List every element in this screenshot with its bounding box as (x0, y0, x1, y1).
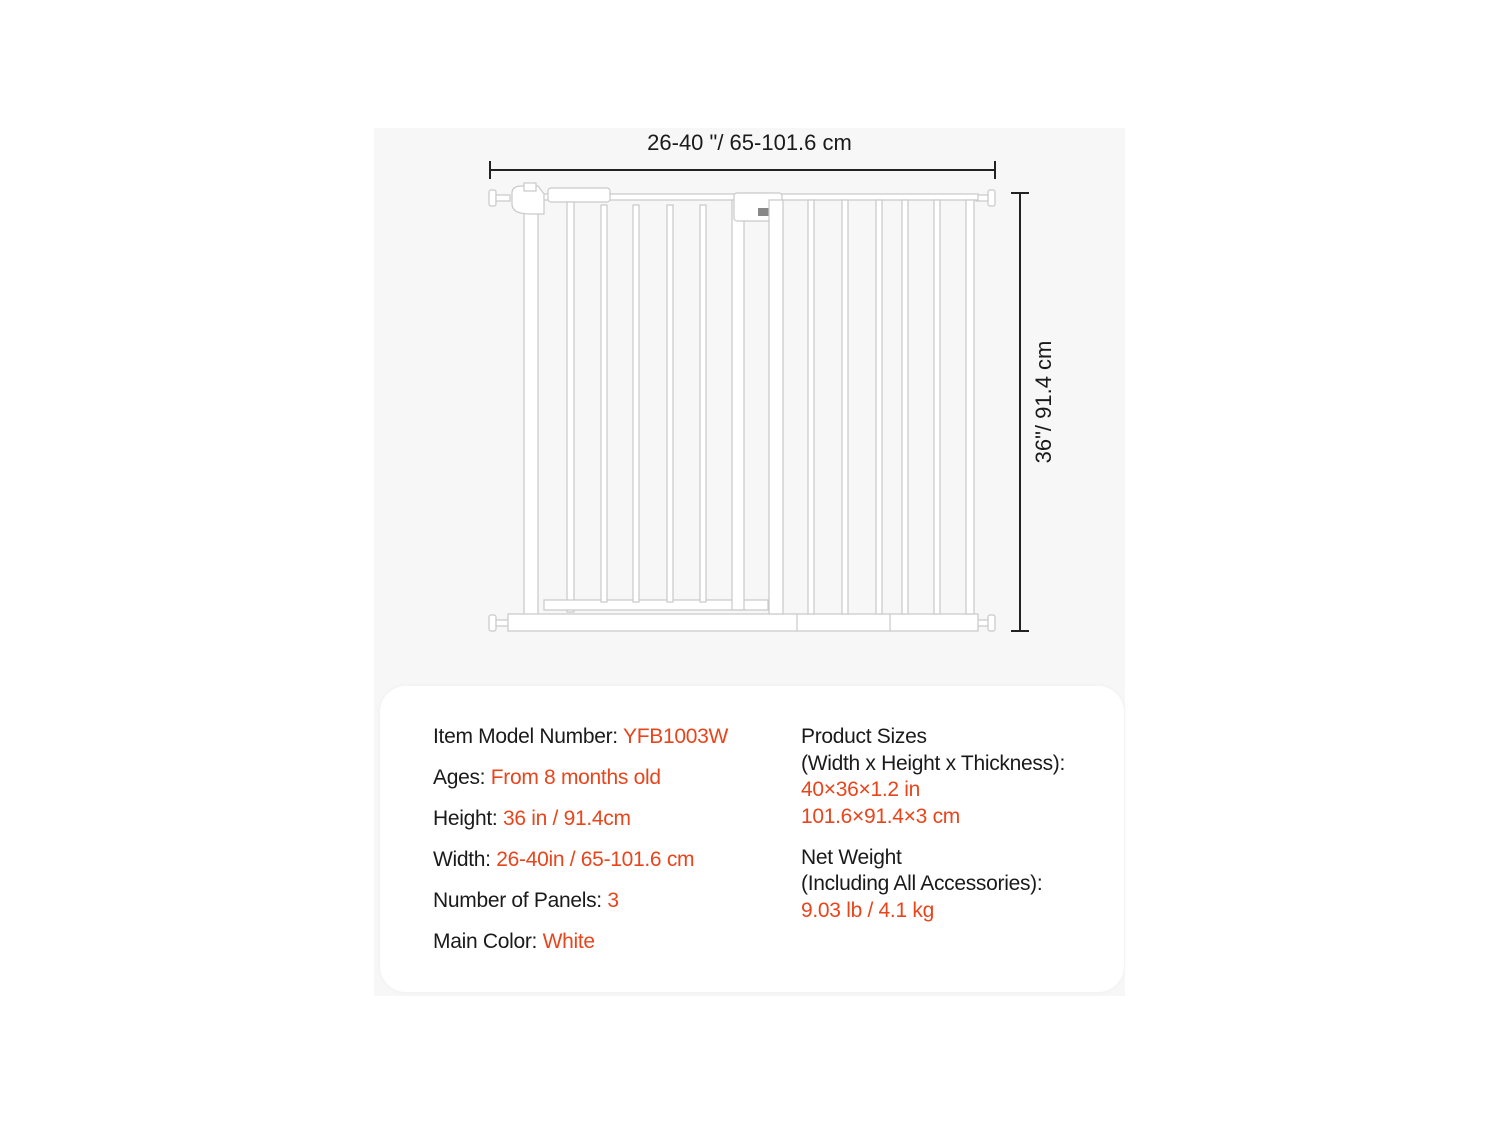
spec-model-number (433, 725, 728, 749)
spec-label: Ages: (433, 766, 491, 789)
spec-value: YFB1003W (623, 725, 728, 748)
spec-label: Width: (433, 848, 497, 871)
spec-value: From 8 months old (490, 766, 661, 789)
pressure-mount-top-left (489, 190, 510, 206)
gate-right-post (966, 200, 974, 614)
spec-label: Height: (433, 807, 503, 830)
spec-height (433, 807, 631, 831)
height-dimension-label: 36"/ 91.4 cm (1031, 340, 1056, 464)
width-dimension-line (490, 161, 995, 179)
spec-width (433, 848, 694, 872)
product-sizes-in: 40×36×1.2 in (801, 778, 921, 801)
spec-value: 36 in / 91.4cm (502, 807, 631, 830)
spec-color (433, 930, 595, 954)
product-sizes-subtitle: (Width x Height x Thickness): (801, 752, 1065, 775)
spec-label: Item Model Number: (433, 725, 623, 748)
spec-value: White (542, 930, 595, 953)
spec-label: Number of Panels: (433, 889, 608, 912)
baby-gate (489, 183, 995, 631)
pressure-mount-top-right (976, 190, 995, 206)
spec-value: 3 (607, 889, 619, 912)
spec-ages (433, 766, 661, 790)
pressure-mount-bottom-left (489, 615, 510, 631)
net-weight-subtitle: (Including All Accessories): (801, 872, 1043, 895)
spec-label: Main Color: (433, 930, 543, 953)
width-dimension-label: 26-40 "/ 65-101.6 cm (647, 130, 852, 155)
gate-bottom-rail (508, 614, 978, 631)
product-sizes-title: Product Sizes (801, 725, 927, 748)
net-weight-value: 9.03 lb / 4.1 kg (801, 899, 934, 922)
spec-panels (433, 889, 619, 913)
door-left-stile (567, 202, 574, 612)
net-weight-title: Net Weight (801, 846, 902, 869)
gate-left-post (524, 208, 538, 620)
product-sizes-cm: 101.6×91.4×3 cm (801, 805, 960, 828)
spec-value: 26-40in / 65-101.6 cm (496, 848, 695, 871)
height-dimension-line (1011, 193, 1029, 631)
pressure-mount-bottom-right (976, 615, 995, 631)
